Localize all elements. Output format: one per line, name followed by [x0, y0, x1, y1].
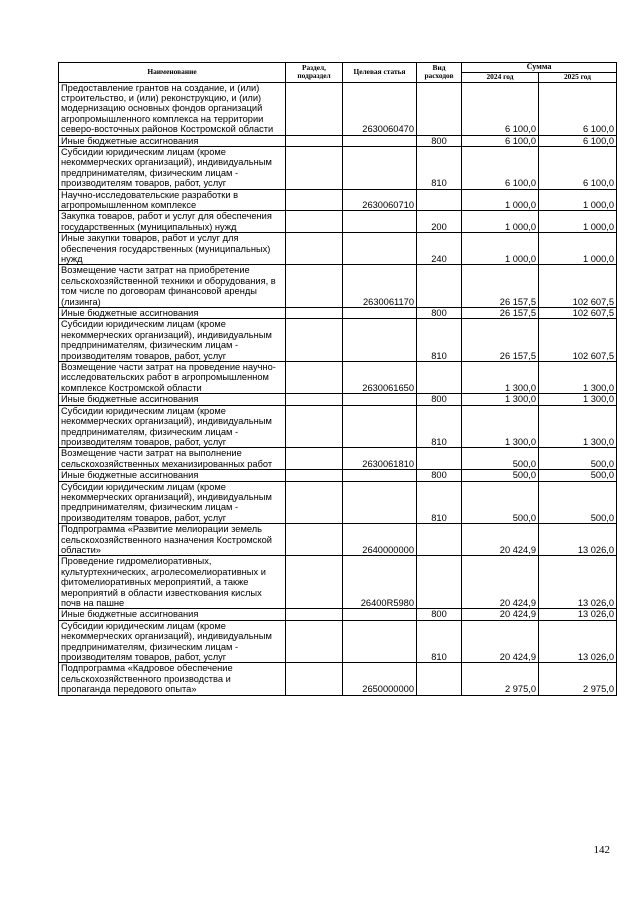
header-sum: Сумма — [462, 63, 617, 73]
header-vid: Вид расходов — [417, 63, 462, 83]
row-name: Субсидии юридическим лицам (кроме некоммерческих организаций), индивидуальным предпринимателям, физическим лицам - производителям товаров, работ, услуг — [59, 481, 286, 524]
row-expense-type — [417, 556, 462, 609]
row-sum-2024: 6 100,0 — [462, 82, 539, 135]
table-row — [59, 146, 617, 189]
row-section — [286, 146, 343, 189]
row-section — [286, 556, 343, 609]
row-target-code — [343, 609, 417, 620]
row-section — [286, 82, 343, 135]
row-section — [286, 663, 343, 695]
row-section — [286, 620, 343, 663]
row-name: Субсидии юридическим лицам (кроме некоммерческих организаций), индивидуальным предпринимателям, физическим лицам - производителям товаров, работ, услуг — [59, 146, 286, 189]
budget-table — [58, 62, 617, 696]
row-target-code: 26400R5980 — [343, 556, 417, 609]
row-sum-2024: 2 975,0 — [462, 663, 539, 695]
row-section — [286, 211, 343, 233]
row-target-code — [343, 405, 417, 448]
row-sum-2025: 1 000,0 — [539, 233, 617, 265]
header-target: Целевая статья — [343, 63, 417, 83]
row-sum-2025: 6 100,0 — [539, 82, 617, 135]
row-sum-2025: 6 100,0 — [539, 146, 617, 189]
row-target-code — [343, 394, 417, 405]
row-sum-2025: 6 100,0 — [539, 135, 617, 146]
row-section — [286, 405, 343, 448]
row-sum-2025: 1 300,0 — [539, 405, 617, 448]
row-sum-2025: 102 607,5 — [539, 265, 617, 308]
table-row — [59, 470, 617, 481]
row-sum-2024: 1 000,0 — [462, 211, 539, 233]
row-sum-2025: 13 026,0 — [539, 620, 617, 663]
row-expense-type: 240 — [417, 233, 462, 265]
row-sum-2025: 13 026,0 — [539, 609, 617, 620]
table-row — [59, 405, 617, 448]
row-expense-type: 200 — [417, 211, 462, 233]
row-sum-2024: 6 100,0 — [462, 146, 539, 189]
row-name: Иные бюджетные ассигнования — [59, 470, 286, 481]
table-row — [59, 394, 617, 405]
row-sum-2025: 500,0 — [539, 448, 617, 470]
row-name: Субсидии юридическим лицам (кроме некоммерческих организаций), индивидуальным предпринимателям, физическим лицам - производителям товаров, работ, услуг — [59, 620, 286, 663]
row-section — [286, 524, 343, 556]
table-row — [59, 319, 617, 362]
row-name: Субсидии юридическим лицам (кроме некоммерческих организаций), индивидуальным предпринимателям, физическим лицам - производителям товаров, работ, услуг — [59, 405, 286, 448]
header-year-2025: 2025 год — [539, 72, 617, 82]
row-expense-type — [417, 265, 462, 308]
table-row — [59, 609, 617, 620]
row-expense-type: 810 — [417, 405, 462, 448]
row-section — [286, 233, 343, 265]
row-sum-2025: 13 026,0 — [539, 524, 617, 556]
table-row — [59, 189, 617, 211]
row-target-code — [343, 308, 417, 319]
row-name: Подпрограмма «Кадровое обеспечение сельскохозяйственного производства и пропаганда передового опыта» — [59, 663, 286, 695]
header-name: Наименование — [59, 63, 286, 83]
row-target-code: 2630061810 — [343, 448, 417, 470]
table-row — [59, 448, 617, 470]
row-target-code: 2630061650 — [343, 362, 417, 394]
row-sum-2024: 1 300,0 — [462, 394, 539, 405]
table-row — [59, 524, 617, 556]
row-expense-type: 810 — [417, 481, 462, 524]
row-name: Иные бюджетные ассигнования — [59, 308, 286, 319]
row-target-code — [343, 620, 417, 663]
table-row — [59, 362, 617, 394]
row-expense-type: 800 — [417, 470, 462, 481]
row-expense-type: 810 — [417, 146, 462, 189]
table-row — [59, 135, 617, 146]
row-sum-2025: 2 975,0 — [539, 663, 617, 695]
row-sum-2024: 26 157,5 — [462, 308, 539, 319]
row-target-code: 2650000000 — [343, 663, 417, 695]
row-sum-2024: 500,0 — [462, 448, 539, 470]
row-sum-2025: 13 026,0 — [539, 556, 617, 609]
row-section — [286, 265, 343, 308]
row-expense-type: 810 — [417, 319, 462, 362]
row-name: Возмещение части затрат на приобретение сельскохозяйственной техники и оборудования, в том числе по договорам финансовой аренды (лизинга) — [59, 265, 286, 308]
row-sum-2025: 500,0 — [539, 470, 617, 481]
row-target-code — [343, 211, 417, 233]
row-target-code — [343, 233, 417, 265]
header-year-2024: 2024 год — [462, 72, 539, 82]
row-section — [286, 448, 343, 470]
row-sum-2024: 1 000,0 — [462, 233, 539, 265]
page-number: 142 — [593, 844, 610, 856]
row-target-code — [343, 470, 417, 481]
row-sum-2024: 1 300,0 — [462, 362, 539, 394]
row-expense-type — [417, 82, 462, 135]
row-expense-type — [417, 663, 462, 695]
row-sum-2025: 1 000,0 — [539, 189, 617, 211]
row-expense-type: 800 — [417, 135, 462, 146]
row-expense-type — [417, 189, 462, 211]
row-section — [286, 135, 343, 146]
row-section — [286, 319, 343, 362]
row-section — [286, 394, 343, 405]
table-row — [59, 265, 617, 308]
row-target-code: 2630061170 — [343, 265, 417, 308]
row-sum-2024: 20 424,9 — [462, 609, 539, 620]
table-row — [59, 211, 617, 233]
row-name: Подпрограмма «Развитие мелиорации земель сельскохозяйственного назначения Костромской области» — [59, 524, 286, 556]
row-section — [286, 189, 343, 211]
table-row — [59, 556, 617, 609]
table-row — [59, 663, 617, 695]
row-target-code: 2630060710 — [343, 189, 417, 211]
row-name: Субсидии юридическим лицам (кроме некоммерческих организаций), индивидуальным предпринимателям, физическим лицам - производителям товаров, работ, услуг — [59, 319, 286, 362]
row-sum-2025: 102 607,5 — [539, 319, 617, 362]
row-expense-type: 800 — [417, 394, 462, 405]
row-target-code: 2640000000 — [343, 524, 417, 556]
row-sum-2024: 500,0 — [462, 470, 539, 481]
row-name: Предоставление грантов на создание, и (или) строительство, и (или) реконструкцию, и (или) модернизацию основных фондов организаций агропромышленного комплекса на территории северо-восточных районов Костромской области — [59, 82, 286, 135]
row-section — [286, 362, 343, 394]
row-expense-type: 810 — [417, 620, 462, 663]
row-sum-2024: 26 157,5 — [462, 319, 539, 362]
table-row — [59, 481, 617, 524]
row-expense-type — [417, 524, 462, 556]
row-sum-2024: 20 424,9 — [462, 524, 539, 556]
row-name: Иные закупки товаров, работ и услуг для обеспечения государственных (муниципальных) нужд — [59, 233, 286, 265]
row-name: Иные бюджетные ассигнования — [59, 394, 286, 405]
row-target-code — [343, 146, 417, 189]
row-target-code — [343, 481, 417, 524]
row-sum-2025: 500,0 — [539, 481, 617, 524]
row-sum-2024: 6 100,0 — [462, 135, 539, 146]
row-name: Иные бюджетные ассигнования — [59, 609, 286, 620]
row-expense-type: 800 — [417, 308, 462, 319]
row-sum-2025: 1 300,0 — [539, 394, 617, 405]
row-expense-type — [417, 448, 462, 470]
row-sum-2025: 1 000,0 — [539, 211, 617, 233]
row-sum-2024: 500,0 — [462, 481, 539, 524]
row-target-code: 2630060470 — [343, 82, 417, 135]
row-name: Проведение гидромелиоративных, культуртехнических, агролесомелиоративных и фитомелиоративных мероприятий, а также мероприятий в области известкования кислых почв на пашне — [59, 556, 286, 609]
row-section — [286, 609, 343, 620]
header-row — [59, 63, 617, 73]
row-sum-2024: 26 157,5 — [462, 265, 539, 308]
table-row — [59, 620, 617, 663]
row-sum-2025: 102 607,5 — [539, 308, 617, 319]
table-row — [59, 308, 617, 319]
table-row — [59, 233, 617, 265]
header-section: Раздел, подраздел — [286, 63, 343, 83]
row-name: Иные бюджетные ассигнования — [59, 135, 286, 146]
row-section — [286, 481, 343, 524]
row-sum-2024: 20 424,9 — [462, 620, 539, 663]
row-sum-2024: 20 424,9 — [462, 556, 539, 609]
row-expense-type — [417, 362, 462, 394]
row-target-code — [343, 319, 417, 362]
row-section — [286, 308, 343, 319]
row-section — [286, 470, 343, 481]
table-row — [59, 82, 617, 135]
row-sum-2024: 1 000,0 — [462, 189, 539, 211]
row-name: Научно-исследовательские разработки в агропромышленном комплексе — [59, 189, 286, 211]
table-body — [59, 82, 617, 695]
row-name: Возмещение части затрат на выполнение сельскохозяйственных механизированных работ — [59, 448, 286, 470]
row-expense-type: 800 — [417, 609, 462, 620]
row-sum-2024: 1 300,0 — [462, 405, 539, 448]
row-sum-2025: 1 300,0 — [539, 362, 617, 394]
row-name: Закупка товаров, работ и услуг для обеспечения государственных (муниципальных) нужд — [59, 211, 286, 233]
row-name: Возмещение части затрат на проведение научно-исследовательских работ в агропромышленном комплексе Костромской области — [59, 362, 286, 394]
row-target-code — [343, 135, 417, 146]
